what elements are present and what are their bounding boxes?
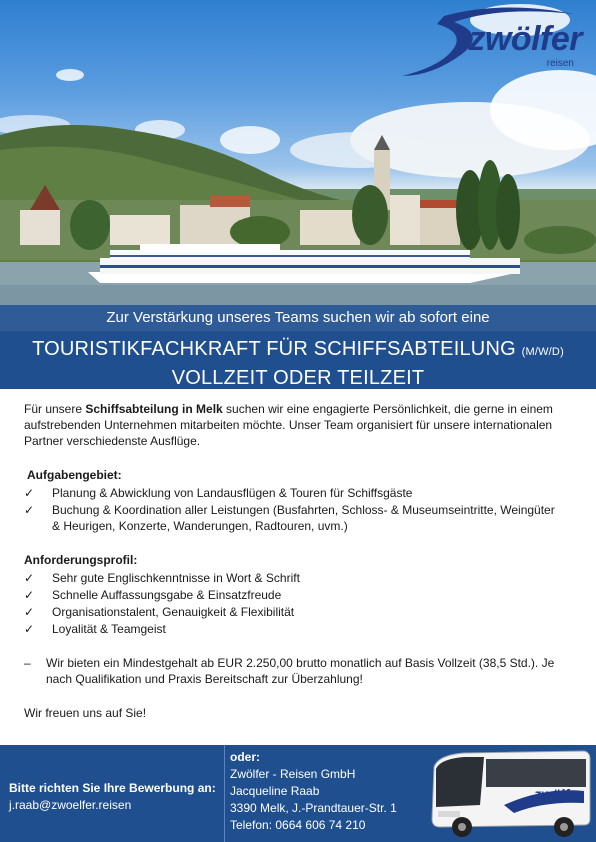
- company-name: Zwölfer - Reisen GmbH: [230, 767, 356, 781]
- check-icon: ✓: [24, 605, 35, 619]
- dash-icon: –: [24, 656, 31, 670]
- brand-logo: [392, 4, 592, 84]
- list-item-text: Buchung & Koordination aller Leistungen (Busfahrten, Schloss- & Museumseintritte, Weingüter & Heurigen, Konzerte, Wanderungen, Radtouren, uvm.): [52, 503, 555, 533]
- intro-text-2: suchen wir eine engagierte Persönlichkeit, die gerne in einem aufstrebenden Unternehmen mitarbeiten möchte. Unser Team organisiert für unsere internationalen Partner verschiedenste Ausflüge.: [24, 402, 553, 448]
- application-contact: [9, 780, 216, 814]
- oder-label: oder:: [230, 750, 260, 764]
- closing-text: Wir freuen uns auf Sie!: [24, 706, 147, 720]
- list-item-text: Loyalität & Teamgeist: [52, 622, 166, 636]
- aufgaben-heading: Aufgabengebiet:: [27, 468, 122, 482]
- bus-icon: [424, 747, 592, 841]
- intro-text-1: Für unsere: [24, 402, 86, 416]
- check-icon: ✓: [24, 571, 35, 585]
- salary-list: [24, 655, 564, 687]
- list-item: [24, 485, 564, 501]
- banner-subtitle: Zur Verstärkung unseres Teams suchen wir ab sofort eine: [0, 305, 596, 331]
- footer-divider: [224, 745, 225, 842]
- intro-bold: Schiffsabteilung in Melk: [85, 402, 223, 416]
- logo-wordmark: zwölfer: [468, 20, 582, 58]
- list-item-text: Sehr gute Englischkenntnisse in Wort & Schrift: [52, 571, 300, 585]
- list-item: [24, 502, 564, 534]
- postal-contact: [230, 749, 397, 834]
- list-item-text: Organisationstalent, Genauigkeit & Flexibilität: [52, 605, 295, 619]
- check-icon: ✓: [24, 588, 35, 602]
- list-item: [24, 587, 564, 603]
- contact-person: Jacqueline Raab: [230, 784, 320, 798]
- job-title-suffix: (M/W/D): [521, 346, 564, 358]
- list-item-text: Schnelle Auffassungsgabe & Einsatzfreude: [52, 588, 282, 602]
- job-description: [24, 401, 564, 721]
- anforderungen-heading: Anforderungsprofil:: [24, 553, 138, 567]
- address: 3390 Melk, J.-Prandtauer-Str. 1: [230, 801, 397, 815]
- contact-footer: [0, 745, 596, 842]
- bus-logo-text: zwölfer: [534, 786, 583, 802]
- salary-item: [24, 655, 564, 687]
- intro-paragraph: [24, 401, 564, 449]
- job-title: [0, 331, 596, 366]
- anforderungen-list: [24, 570, 564, 637]
- email-link[interactable]: j.raab@zwoelfer.reisen: [9, 798, 132, 812]
- aufgaben-list: [24, 485, 564, 534]
- check-icon: ✓: [24, 486, 35, 500]
- phone[interactable]: Telefon: 0664 606 74 210: [230, 818, 366, 832]
- check-icon: ✓: [24, 503, 35, 517]
- job-employment-type: VOLLZEIT ODER TEILZEIT: [171, 367, 425, 389]
- hero-photo: [0, 0, 596, 305]
- list-item: [24, 604, 564, 620]
- list-item-text: Planung & Abwicklung von Landausflügen & Touren für Schiffsgäste: [52, 486, 413, 500]
- check-icon: ✓: [24, 622, 35, 636]
- bus-image: [424, 747, 592, 841]
- salary-text: Wir bieten ein Mindestgehalt ab EUR 2.250,00 brutto monatlich auf Basis Vollzeit (38,5 Std.). Je nach Qualifikation und Praxis Bereitschaft zur Überzahlung!: [46, 656, 555, 686]
- list-item: [24, 570, 564, 586]
- list-item: [24, 621, 564, 637]
- job-title-text: TOURISTIKFACHKRAFT FÜR SCHIFFSABTEILUNG: [32, 338, 516, 360]
- application-cta: Bitte richten Sie Ihre Bewerbung an:: [9, 781, 216, 795]
- logo-subtitle: reisen: [546, 58, 574, 69]
- job-title-banner: [0, 331, 596, 389]
